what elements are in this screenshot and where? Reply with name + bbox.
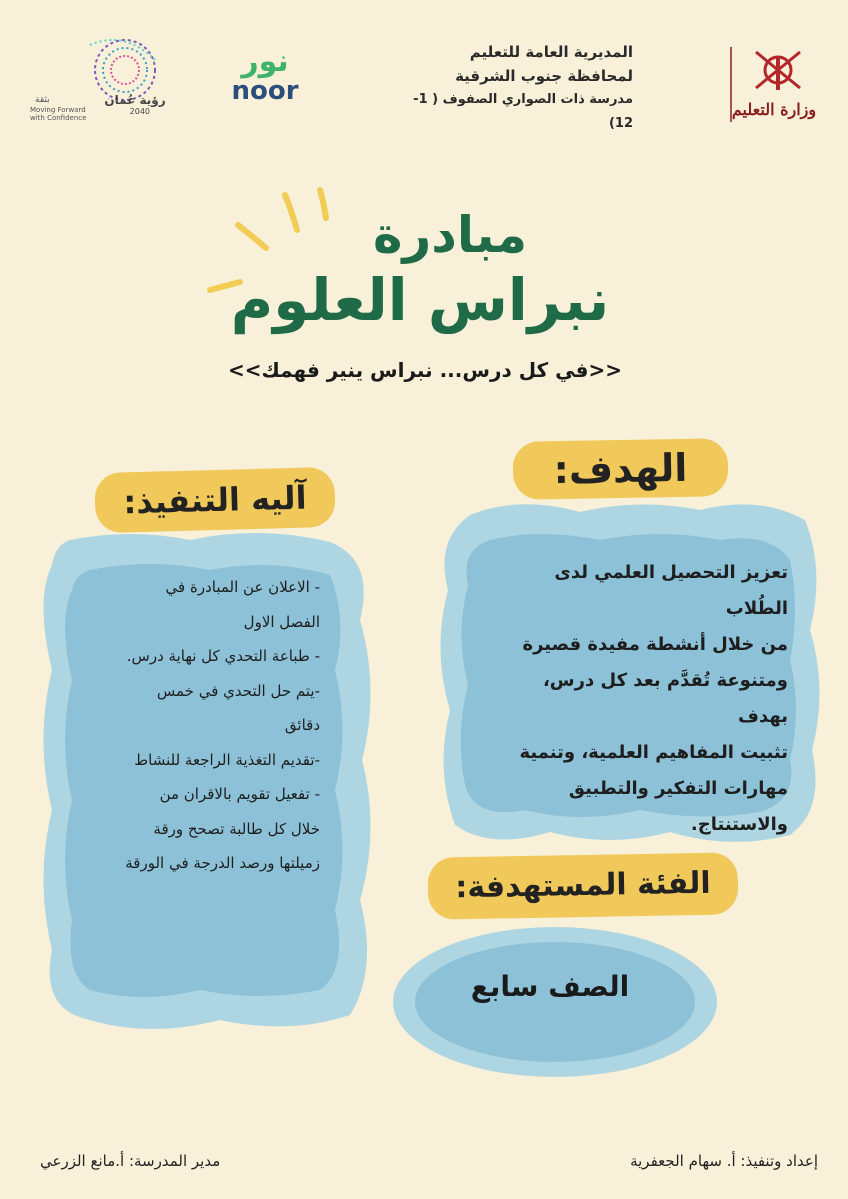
directorate-block [403,40,633,136]
target-value: الصف سابع [470,970,630,1003]
goal-heading: الهدف: [513,438,729,500]
goal-line: ومتنوعة تُقدَّم بعد كل درس، بهدف [542,670,788,727]
principal: مدير المدرسة: أ.مانع الزرعي [40,1152,221,1170]
vision-tag-en-2: with Confidence [30,114,87,122]
mechanism-line: خلال كل طالبة تصحح ورقة [153,819,320,838]
vision-tag-en-1: Moving Forward [30,106,86,114]
ministry-name: وزارة التعليم [731,100,817,119]
mechanism-line: دقائق [284,716,320,734]
prepared-by: إعداد وتنفيذ: أ. سهام الجعفرية [630,1152,818,1170]
mechanism-heading: آليه التنفيذ: [94,467,335,533]
goal-line: من خلال أنشطة مفيدة قصيرة [522,634,788,655]
mechanism-line: - تفعيل تقويم بالاقران من [159,785,320,803]
mechanism-line: - الاعلان عن المبادرة في [165,578,320,596]
school-name: مدرسة ذات الصواري الصفوف ( 1-12) [413,92,633,131]
directorate-line-2: لمحافظة جنوب الشرقية [455,67,633,85]
noor-logo [215,46,315,106]
target-heading: الفئة المستهدفة: [427,852,738,919]
oman-vision-logo [30,25,170,125]
vision-arabic: رؤية عُمان [104,93,166,107]
noor-arabic: نور [241,44,289,79]
goal-description [488,555,788,843]
goal-line: تثبيت المفاهيم العلمية، وتنمية [519,742,788,763]
vision-tag-ar: بثقة [35,95,50,105]
ministry-logo [723,42,818,132]
title-line-2: نبراس العلوم [230,266,610,334]
mechanism-line: - طباعة التحدي كل نهاية درس. [126,647,320,665]
title-line-1: مبادرة [372,206,528,264]
mechanism-line: الفصل الاول [243,612,320,631]
initiative-title [200,205,640,335]
vision-year: 2040 [129,107,150,116]
slogan: <<في كل درس... نبراس ينير فهمك>> [227,358,622,382]
mechanism-line: زميلتها ورصد الدرجة في الورقة [125,854,320,872]
directorate-line-1: المديرية العامة للتعليم [469,43,633,61]
mechanism-line: -يتم حل التحدي في خمس [156,681,320,700]
noor-english: noor [231,76,299,106]
goal-line: تعزيز التحصيل العلمي لدى الطُلاب [554,562,788,619]
mechanism-steps [80,570,320,881]
goal-line: مهارات التفكير والتطبيق والاستنتاج. [568,778,788,835]
mechanism-line: -تقديم التغذية الراجعة للنشاط [134,750,320,769]
